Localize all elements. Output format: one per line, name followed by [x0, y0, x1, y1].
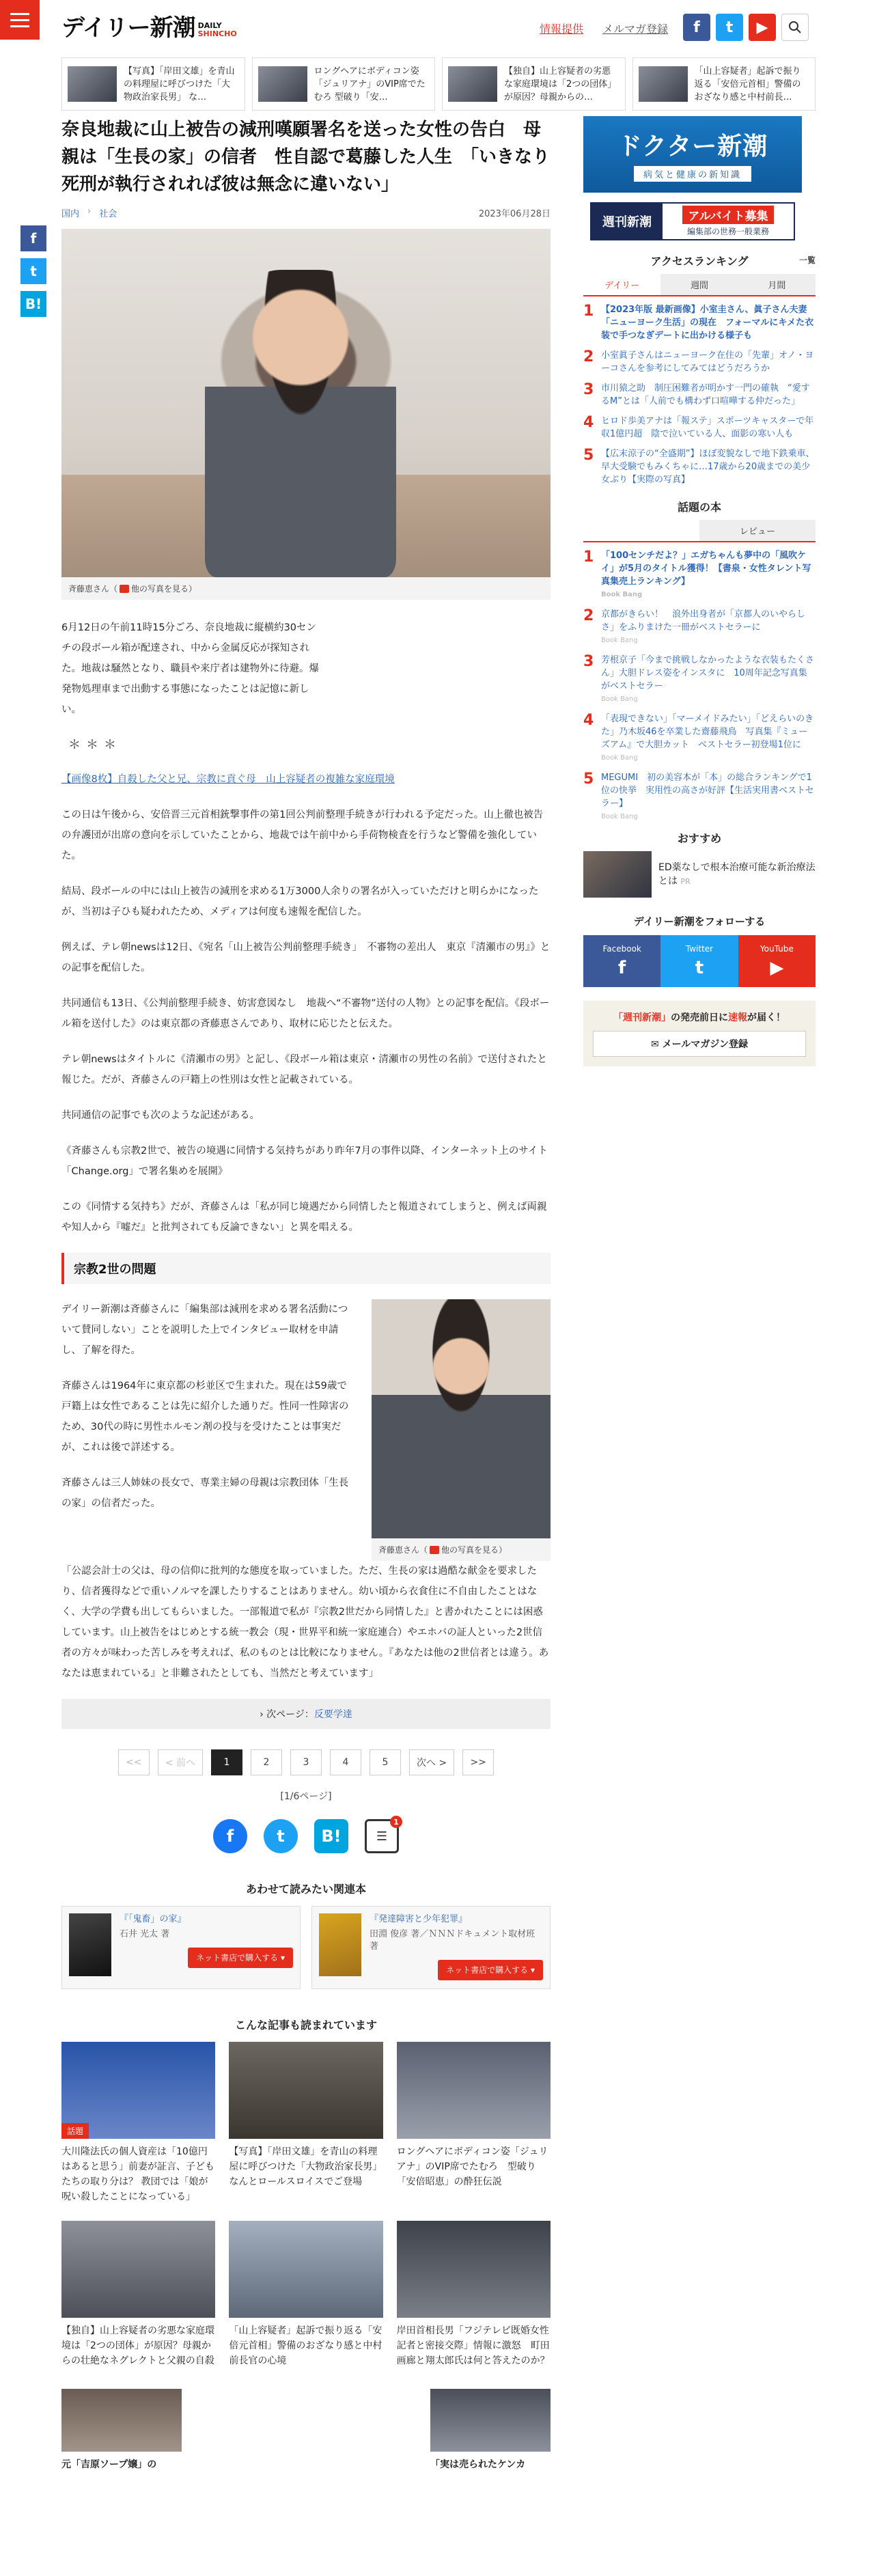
related-books — [61, 1906, 551, 1989]
osusume-item[interactable]: ED薬なしで根本治療可能な新治療法とは PR — [583, 851, 816, 898]
hatena-share-icon[interactable]: B! — [20, 291, 46, 317]
popular-card[interactable]: ロングヘアにボディコン姿「ジュリアナ」のVIP席でたむろ 型破り「安倍昭恵」の酔狂伝説 — [397, 2042, 551, 2204]
more-card[interactable]: 「実は売られたケンカ — [430, 2389, 551, 2472]
facebook-share-icon[interactable]: f — [213, 1819, 247, 1853]
next-page-link[interactable]: › 次ページ：反要学達 — [61, 1699, 551, 1729]
main-photo[interactable] — [61, 229, 551, 577]
tab-weekly[interactable]: 週間 — [660, 274, 738, 295]
ranking-more-link[interactable]: 一覧 — [798, 255, 816, 265]
tab-daily[interactable]: デイリー — [583, 274, 660, 295]
popular-heading: こんな記事も読まれています — [234, 2019, 377, 2032]
ranking-item[interactable]: 3 市川猿之助 制圧困難者が明かす一門の確執 “愛するM”とは「人前でも構わず口喧嘩する仲だった」 — [583, 381, 810, 406]
trending-card[interactable]: 「山上容疑者」起訴で振り返る「安倍元首相」警備のおざなり感と中村前長… — [632, 57, 816, 111]
more-photos-link[interactable]: 他の写真を見る） — [131, 584, 197, 594]
prev-page-button[interactable]: < 前へ — [158, 1749, 203, 1775]
twitter-icon[interactable]: t — [716, 14, 743, 41]
tab-books-ranking[interactable] — [583, 520, 699, 541]
book-card[interactable]: 『発達障害と少年犯罪』 田淵 俊彦 著／ＮＮＮドキュメント取材班 著 ネット書店で購入する ▾ — [311, 1906, 551, 1989]
info-link[interactable]: 情報提供 — [540, 23, 584, 36]
buy-button[interactable]: ネット書店で購入する ▾ — [188, 1948, 293, 1968]
article-main: 奈良地裁に山上被告の減刑嘆願署名を送った女性の告白 母親は「生長の家」の信者 性自認で葛藤した人生 「いきなり死刑が執行されれば彼は無念に違いない」 国内 › 社会 2023年06月28日 斉藤恵さん（ 他の写真を見る） 6月12日の午前11時15分ごろ、奈良地裁に縦横約30センチの段ボール箱が配達され、中から金属反応が探知された。地裁は騒然となり、職員や来庁者は建物外に待避。爆発物処理車まで出動する事態になったことは記憶に新しい。 ＊＊＊ 【画像8枚】自殺した父と兄、宗教に貢ぐ母 山上容疑者の複雑な家庭環境 この日は午後から、安倍晋三元首相銃撃事件の第1回公判前整理手続きが行われる予定だった。山上徹也被告の弁護団が出席の意向を示していたことから、地裁では午前中から手荷物検査を行うなど警備を強化していた。 結局、段ボールの中には山上被告の減刑を求める1万3000人余りの署名が入っていただけと明らかになったが、当初は子ひも疑われたため、メディアは何度も速報を配信した。 例えば、テレ朝newsは12日、《宛名「山上被告公判前整理手続き」 不審物の差出人 東京『清瀬市の男』》との記事を配信した。 共同通信も13日、《公判前整理手続き、妨害意図なし 地裁へ“不審物”送付の人物》との記事を配信。《段ボール箱を送付した》のは東京都の斉藤恵さんであり、取材に応じたと伝えた。 テレ朝newsはタイトルに《清瀬市の男》と記し、《段ボール箱は東京・清瀬市の男性の名前》で送付されたと報じた。だが、斉藤さんの戸籍上の性別は女性と記載されている。 共同通信の記事でも次のような記述がある。 《斉藤さんも宗教2世で、被告の境遇に同情する気持ちがあり昨年7月の事件以降、インターネット上のサイト「Change.org」で署名集めを展開》 この《同情する気持ち》だが、斉藤さんは「私が同じ境遇だから同情したと報道されてしまうと、例えば両親や知人から『嘘だ』と批判されても反論できない」と異を唱える。 宗教2世の問題 斉藤恵さん（ 他の写真を見る） デイリー新潮は斉藤さんに「編集部は減刑を求める署名活動について賛同しない」ことを説明した上でインタビュー取材を申請し、了解を得た。 斉藤さんは1964年に東京都の杉並区で生まれた。現在は59歳で戸籍上は女性であることは先に紹介した通りだ。性同一性障害のため、30代の時に男性ホルモン剤の投与を受けたことは事実だが、これは後で詳述する。 斉藤さんは三人姉妹の長女で、専業主婦の母親は宗教団体「生長の家」の信者だった。 「公認会計士の父は、母の信仰に批判的な態度を取っていました。ただ、生長の家は過酷な献金を要求したり、信者獲得などで重いノルマを課したりすることはありません。幼い頃から衣食住に不自由したことはなく、大学の学費も出してもらいました。一部報道で私が『宗教2世だから同情した』と書かれたことには困惑しています。山上被告をはじめとする統一教会（現・世界平和統一家庭連合）やエホバの証人といった2世信者の方々が味わった苦しみを考えれば、私のものとは比較になりません。『あなたは他の2世信者とは違う。あなたは恵まれている』と非難されたとしても、当然だと考えています」 › 次ページ：反要学達 << < 前へ 1 2 3 4 5 次へ > >> [1/6ページ] f t B! ☰ 1 あわせて読みたい関連本 『「鬼畜」の家』 石井 光太 著 ネット書店で購入する ▾ 『発達障害と少年犯罪』 田淵 俊彦 著／ＮＮＮドキュメント取材班 著 ネット書店で購入する ▾ こんな記事も読まれています 話題 大川隆法氏の個人資産は「10億円はあると思う」前妻が証言、子どもたちの取り分は？ 教団では「娘が呪い殺したことになっている」 【写真】「岸田文雄」を青山の料理屋に呼びつけた「大物政治家長男」 なんとロールスロイスでご登場 ロングヘアにボディコン姿「ジュリアナ」のVIP席でたむろ 型破り「安倍昭恵」の酔狂伝説 【独自】山上容疑者の劣悪な家庭環境は「2つの団体」が原因？母親からの壮絶なネグレクトと父親の自殺 「山上容疑者」起訴で振り返る「安倍元首相」警備のおざなり感と中村前長官の心境 岸田首相長男「フジテレビ既婚女性記者と密接交際」情報に激怒 町田画廊と翔太郎氏は何と答えたのか？ 元「吉原ソープ嬢」の 「実は売られたケンカ — [61, 116, 551, 2472]
ranking-item[interactable]: 4 ヒロド歩美アナは「報ステ」スポーツキャスターで年収1億円超 陰で泣いている人、面影の寒い人も — [583, 414, 814, 439]
more-card[interactable]: 元「吉原ソープ嬢」の — [61, 2389, 182, 2472]
book-ranking-item[interactable]: 4 「表現できない」「マーメイドみたい」「どえらいのきた」乃木坂46を卒業した齋藤飛鳥 写真集『ミューズアム』で大胆カット ベストセラー初登場1位に Book Bang — [583, 712, 814, 762]
osusume-heading: おすすめ — [677, 832, 722, 845]
thumbnail — [583, 851, 652, 898]
logo-en: DAILY SHINCHO — [197, 21, 237, 38]
page-button[interactable]: 2 — [251, 1749, 282, 1775]
trending-card[interactable]: 【写真】「岸田文雄」を青山の料理屋に呼びつけた「大物政治家長男」 な… — [61, 57, 245, 111]
ranking-item[interactable]: 5 【広末涼子の“全盛期”】ほぼ変貌なしで地下鉄乗車、早大受験でもみくちゃに…17歳から20歳までの美少女ぶり【実際の写真】 — [583, 447, 815, 485]
buy-button[interactable]: ネット書店で購入する ▾ — [438, 1960, 543, 1980]
article-title: 奈良地裁に山上被告の減刑嘆願署名を送った女性の告白 母親は「生長の家」の信者 性自認で葛藤した人生 「いきなり死刑が執行されれば彼は無念に違いない」 — [61, 120, 551, 195]
tab-monthly[interactable]: 月間 — [738, 274, 816, 295]
article-body: 6月12日の午前11時15分ごろ、奈良地裁に縦横約30センチの段ボール箱が配達され、中から金属反応が探知された。地裁は騒然となり、職員や来庁者は建物外に待避。爆発物処理車まで出動する事態になったことは記憶に新しい。 ＊＊＊ 【画像8枚】自殺した父と兄、宗教に貢ぐ母 山上容疑者の複雑な家庭環境 この日は午後から、安倍晋三元首相銃撃事件の第1回公判前整理手続きが行われる予定だった。山上徹也被告の弁護団が出席の意向を示していたことから、地裁では午前中から手荷物検査を行うなど警備を強化していた。 結局、段ボールの中には山上被告の減刑を求める1万3000人余りの署名が入っていただけと明らかになったが、当初は子ひも疑われたため、メディアは何度も速報を配信した。 例えば、テレ朝newsは12日、《宛名「山上被告公判前整理手続き」 不審物の差出人 東京『清瀬市の男』》との記事を配信した。 共同通信も13日、《公判前整理手続き、妨害意図なし 地裁へ“不審物”送付の人物》との記事を配信。《段ボール箱を送付した》のは東京都の斉藤恵さんであり、取材に応じたと伝えた。 テレ朝newsはタイトルに《清瀬市の男》と記し、《段ボール箱は東京・清瀬市の男性の名前》で送付されたと報じた。だが、斉藤さんの戸籍上の性別は女性と記載されている。 共同通信の記事でも次のような記述がある。 《斉藤さんも宗教2世で、被告の境遇に同情する気持ちがあり昨年7月の事件以降、インターネット上のサイト「Change.org」で署名集めを展開》 この《同情する気持ち》だが、斉藤さんは「私が同じ境遇だから同情したと報道されてしまうと、例えば両親や知人から『嘘だ』と批判されても反論できない」と異を唱える。 宗教2世の問題 斉藤恵さん（ 他の写真を見る） デイリー新潮は斉藤さんに「編集部は減刑を求める署名活動について賛同しない」ことを説明した上でインタビュー取材を申請し、了解を得た。 斉藤さんは1964年に東京都の杉並区で生まれた。現在は59歳で戸籍上は女性であることは先に紹介した通りだ。性同一性障害のため、30代の時に男性ホルモン剤の投与を受けたことは事実だが、これは後で詳述する。 斉藤さんは三人姉妹の長女で、専業主婦の母親は宗教団体「生長の家」の信者だった。 「公認会計士の父は、母の信仰に批判的な態度を取っていました。ただ、生長の家は過酷な献金を要求したり、信者獲得などで重いノルマを課したりすることはありません。幼い頃から衣食住に不自由したことはなく、大学の学費も出してもらいました。一部報道で私が『宗教2世だから同情した』と書かれたことには困惑しています。山上被告をはじめとする統一教会（現・世界平和統一家庭連合）やエホバの証人といった2世信者の方々が味わった苦しみを考えれば、私のものとは比較になりません。『あなたは他の2世信者とは違う。あなたは恵まれている』と非難されたとしても、当然だと考えています」 — [61, 622, 551, 1679]
ranking-tabs — [583, 274, 816, 296]
book-ranking-item[interactable]: 2 京都がきらい！ 浪外出身者が「京都人のいやらしさ」をふりまけた一冊がベストセラーに Book Bang — [583, 607, 806, 644]
trending-bar — [61, 57, 816, 111]
popular-grid — [61, 2042, 551, 2368]
section-heading: 宗教2世の問題 — [61, 1253, 551, 1284]
follow-buttons — [583, 935, 816, 987]
last-page-button[interactable]: >> — [462, 1749, 494, 1775]
related-books-heading: あわせて読みたい関連本 — [245, 1883, 366, 1896]
book-cover — [319, 1913, 361, 1976]
topic-tag: 話題 — [61, 2123, 89, 2139]
more-photos-link[interactable]: 他の写真を見る） — [441, 1545, 507, 1555]
popular-card[interactable]: 「山上容疑者」起訴で振り返る「安倍元首相」警備のおざなり感と中村前長官の心境 — [229, 2221, 382, 2368]
ranking-item[interactable]: 1 【2023年版 最新画像】小室圭さん、眞子さん夫妻「ニューヨーク生活」の現在 フォーマルにキメた衣装で手つなぎデートに出かける様子も — [583, 303, 814, 341]
facebook-share-icon[interactable]: f — [20, 225, 46, 251]
recruit-banner[interactable]: 週刊新潮 アルバイト募集 編集部の世務一般業務 — [590, 202, 795, 240]
category-link[interactable]: 国内 — [61, 209, 80, 219]
trending-card[interactable]: 【独自】山上容疑者の劣悪な家庭環境は「2つの団体」が原因？母親からの… — [442, 57, 626, 111]
popular-card[interactable]: 【写真】「岸田文雄」を青山の料理屋に呼びつけた「大物政治家長男」 なんとロールスロイスでご登場 — [229, 2042, 382, 2204]
popular-card[interactable]: 岸田首相長男「フジテレビ既婚女性記者と密接交際」情報に激怒 町田画廊と翔太郎氏は何と答えたのか？ — [397, 2221, 551, 2368]
gallery-link[interactable]: 【画像8枚】自殺した父と兄、宗教に貢ぐ母 山上容疑者の複雑な家庭環境 — [61, 774, 395, 785]
popular-card[interactable]: 話題 大川隆法氏の個人資産は「10億円はあると思う」前妻が証言、子どもたちの取り分は？ 教団では「娘が呪い殺したことになっている」 — [61, 2042, 215, 2204]
ranking-item[interactable]: 2 小室眞子さんはニューヨーク在住の「先輩」オノ・ヨーコさんを参考にしてみてはどうだろうか — [583, 348, 814, 374]
popular-card[interactable]: 【独自】山上容疑者の劣悪な家庭環境は「2つの団体」が原因？母親からの壮絶なネグレクトと父親の自殺 — [61, 2221, 215, 2368]
comment-icon[interactable]: ☰ 1 — [365, 1819, 399, 1853]
youtube-follow-button[interactable]: YouTube ▶ — [738, 935, 816, 987]
ranking-heading: アクセスランキング 一覧 — [650, 255, 816, 268]
book-card[interactable]: 『「鬼畜」の家』 石井 光太 著 ネット書店で購入する ▾ — [61, 1906, 301, 1989]
books-tabs — [583, 520, 816, 542]
facebook-icon[interactable]: f — [683, 14, 710, 41]
article-date: 2023年06月28日 — [478, 209, 551, 219]
search-icon[interactable] — [781, 14, 809, 41]
thumbnail — [68, 66, 117, 102]
pagination — [61, 1749, 551, 1775]
site-header — [0, 0, 877, 57]
twitter-share-icon[interactable]: t — [264, 1819, 298, 1853]
first-page-button[interactable]: << — [118, 1749, 150, 1775]
photo-caption: 斉藤恵さん（ 他の写真を見る） — [61, 577, 551, 600]
more-articles — [61, 2389, 551, 2472]
follow-heading: デイリー新潮をフォローする — [633, 915, 766, 928]
page-button[interactable]: 3 — [290, 1749, 322, 1775]
book-cover — [69, 1913, 111, 1976]
newsletter-signup-button[interactable]: ✉ メールマガジン登録 — [593, 1031, 806, 1057]
page-button[interactable]: 5 — [370, 1749, 401, 1775]
book-ranking-item[interactable]: 5 MEGUMI 初の美容本が「本」の総合ランキングで1位の快挙 実用性の高さが好評【生活実用書ベストセラー】 Book Bang — [583, 771, 814, 820]
inline-photo[interactable] — [372, 1299, 551, 1561]
thumbnail — [448, 66, 497, 102]
site-logo[interactable] — [61, 15, 237, 42]
thumbnail — [258, 66, 307, 102]
camera-icon — [120, 585, 129, 593]
twitter-follow-button[interactable]: Twitter t — [660, 935, 738, 987]
twitter-share-icon[interactable]: t — [20, 258, 46, 284]
share-buttons — [61, 1819, 551, 1853]
youtube-icon[interactable]: ▶ — [749, 14, 776, 41]
tab-review[interactable]: レビュー — [699, 520, 816, 541]
newsletter-box: 「週刊新潮」の発売前日に速報が届く！ ✉ メールマガジン登録 — [583, 1001, 816, 1066]
hatena-share-icon[interactable]: B! — [314, 1819, 348, 1853]
left-share-bar — [20, 225, 46, 317]
photo-caption: 斉藤恵さん（ 他の写真を見る） — [372, 1538, 551, 1561]
books-heading: 話題の本 — [677, 501, 721, 514]
facebook-follow-button[interactable]: Facebook f — [583, 935, 660, 987]
page-button[interactable]: 1 — [211, 1749, 242, 1775]
logo-text: デイリー新潮 — [61, 14, 195, 42]
book-ranking-item[interactable]: 1 「100センチだよ？」エガちゃんも夢中の「風吹ケイ」が5月のタイトル獲得！【書泉・女性タレント写真集売上ランキング】 Book Bang — [583, 549, 811, 598]
thumbnail — [639, 66, 688, 102]
subcategory-link[interactable]: 社会 — [99, 209, 117, 219]
doctor-shincho-banner[interactable]: ドクター新潮 病気と健康の新知識 — [583, 116, 802, 193]
hamburger-menu-icon[interactable] — [0, 0, 40, 40]
next-page-button[interactable]: 次へ > — [409, 1749, 454, 1775]
trending-card[interactable]: ロングヘアにボディコン姿「ジュリアナ」のVIP席でたむろ 型破り「安… — [252, 57, 436, 111]
comment-count-badge: 1 — [390, 1816, 402, 1828]
sidebar — [583, 116, 816, 1066]
page-button[interactable]: 4 — [330, 1749, 361, 1775]
book-ranking-item[interactable]: 3 芳根京子「今まで挑戦しなかったような衣装もたくさん」大胆ドレス姿をインスタに 10周年記念写真集がベストセラー Book Bang — [583, 653, 815, 703]
page-count: [1/6ページ] — [280, 1791, 332, 1802]
newsletter-link[interactable]: メルマガ登録 — [602, 23, 669, 36]
camera-icon — [430, 1546, 439, 1554]
